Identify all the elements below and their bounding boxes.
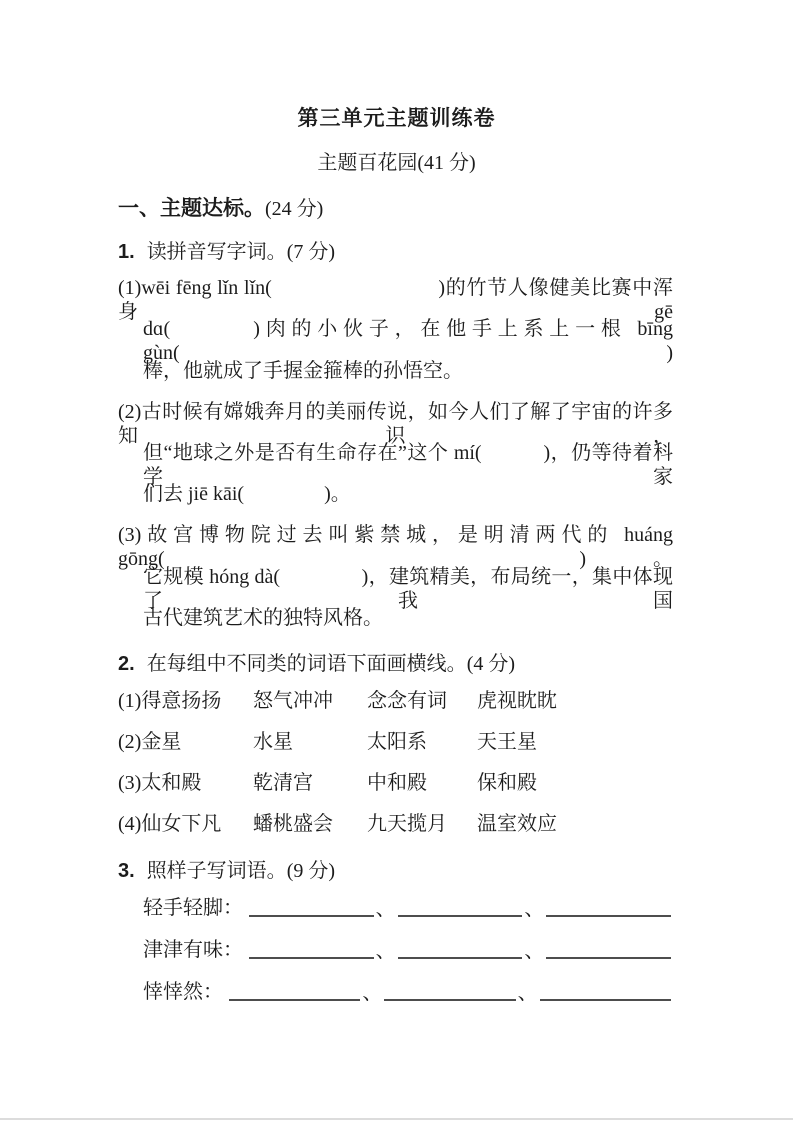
question-2-text: 在每组中不同类的词语下面画横线。 <box>146 653 467 675</box>
blank-separator: 、 <box>375 940 396 962</box>
q1-item2-line3: 们去 jiē kāi( )。 <box>143 483 351 505</box>
question-3-text: 照样子写词语。 <box>146 860 287 882</box>
question-3-score: (9 分) <box>286 860 336 882</box>
q3-answer-row <box>143 980 673 1004</box>
word-cell: 保和殿 <box>477 772 537 794</box>
word-cell: (4)仙女下凡 <box>118 813 222 835</box>
page-bottom-edge <box>0 1118 793 1120</box>
blank-separator: 、 <box>524 898 545 920</box>
answer-blank-line <box>398 909 523 917</box>
blank-separator: 、 <box>524 940 545 962</box>
example-word-label: 津津有味： <box>143 939 243 961</box>
q3-answer-row <box>143 896 673 920</box>
blank-separator: 、 <box>362 982 383 1004</box>
question-1-score: (7 分) <box>286 241 336 263</box>
q1-item3-line1: (3)故宫博物院过去叫紫禁城，是明清两代的 huáng gōng( )。 <box>118 524 673 570</box>
word-cell: (3)太和殿 <box>118 772 202 794</box>
q1-item1-line3: 棒，他就成了手握金箍棒的孙悟空。 <box>143 360 463 382</box>
question-2-score: (4 分) <box>466 653 516 675</box>
question-1-number: 1. <box>118 241 135 263</box>
answer-blank-line <box>229 993 360 1001</box>
q1-item3-line3: 古代建筑艺术的独特风格。 <box>143 607 383 629</box>
word-cell: 虎视眈眈 <box>477 690 557 712</box>
word-cell: (2)金星 <box>118 731 182 753</box>
word-cell: 乾清宫 <box>253 772 313 794</box>
page-subtitle: 主题百花园(41 分) <box>317 152 476 174</box>
answer-blank-line <box>384 993 515 1001</box>
q1-item3-line2: 它规模 hóng dà( )，建筑精美，布局统一，集中体现了我国 <box>143 566 673 612</box>
example-word-label: 悻悻然： <box>143 981 223 1003</box>
blank-separator: 、 <box>375 898 396 920</box>
q2-word-row <box>118 689 693 713</box>
q3-answer-row <box>143 938 673 962</box>
question-2-number: 2. <box>118 653 135 675</box>
question-1-heading <box>118 235 335 264</box>
q2-word-row <box>118 812 693 836</box>
word-cell: 天王星 <box>477 731 537 753</box>
question-3-heading <box>118 854 335 883</box>
answer-blank-line <box>249 951 374 959</box>
answer-blank-line <box>540 993 671 1001</box>
answer-blank-line <box>546 909 671 917</box>
page-title: 第三单元主题训练卷 <box>297 107 496 130</box>
question-3-number: 3. <box>118 860 135 882</box>
answer-blank-line <box>398 951 523 959</box>
word-cell: (1)得意扬扬 <box>118 690 222 712</box>
section-score: (24 分) <box>265 198 324 220</box>
word-cell: 九天揽月 <box>367 813 447 835</box>
section-heading-label: 一、主题达标。 <box>118 197 265 220</box>
question-2-heading <box>118 647 515 676</box>
question-1-text: 读拼音写字词。 <box>146 241 287 263</box>
word-cell: 温室效应 <box>477 813 557 835</box>
word-cell: 太阳系 <box>367 731 427 753</box>
q1-item1-line1: (1)wēi fēng lǐn lǐn( )的竹节人像健美比赛中浑身 gē <box>118 277 673 323</box>
q1-item2-line1: (2)古时候有嫦娥奔月的美丽传说，如今人们了解了宇宙的许多知识， <box>118 401 673 447</box>
q1-item2-line2: 但“地球之外是否有生命存在”这个 mí( )，仍等待着科学家 <box>143 442 673 488</box>
q1-item1-line2: dɑ( )肉的小伙子，在他手上系上一根 bīng gùn( ) <box>143 318 673 364</box>
answer-blank-line <box>546 951 671 959</box>
blank-separator: 、 <box>517 982 538 1004</box>
section-heading <box>118 192 323 222</box>
answer-blank-line <box>249 909 374 917</box>
word-cell: 念念有词 <box>367 690 447 712</box>
q2-word-row <box>118 771 693 795</box>
example-word-label: 轻手轻脚： <box>143 897 243 919</box>
word-cell: 水星 <box>253 731 293 753</box>
word-cell: 蟠桃盛会 <box>253 813 333 835</box>
word-cell: 中和殿 <box>367 772 427 794</box>
word-cell: 怒气冲冲 <box>253 690 333 712</box>
q2-word-row <box>118 730 693 754</box>
